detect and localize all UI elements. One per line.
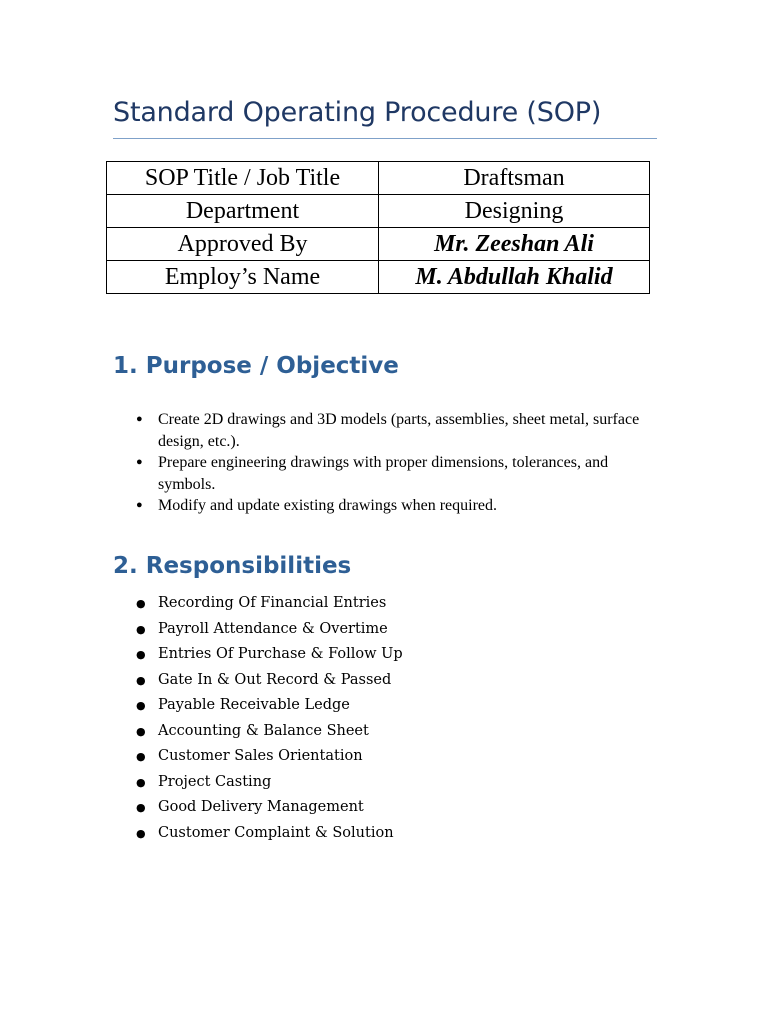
list-item-text: Customer Sales Orientation bbox=[158, 748, 363, 764]
list-item bbox=[136, 409, 656, 452]
title-divider bbox=[113, 138, 657, 139]
table-value-cell: Mr. Zeeshan Ali bbox=[379, 228, 650, 261]
list-item-text: Payable Receivable Ledge bbox=[158, 697, 350, 713]
list-item-text: Prepare engineering drawings with proper dimensions, tolerances, and symbols. bbox=[158, 454, 609, 493]
list-item-text: Gate In & Out Record & Passed bbox=[158, 671, 392, 688]
bullet-icon: ● bbox=[136, 775, 146, 789]
list-item bbox=[136, 719, 596, 745]
sop-info-table bbox=[106, 161, 650, 294]
bullet-icon: ● bbox=[136, 673, 146, 687]
bullet-icon: ● bbox=[136, 724, 146, 738]
bullet-icon: ● bbox=[136, 801, 146, 814]
list-item-text: Payroll Attendance & Overtime bbox=[158, 620, 388, 637]
table-row bbox=[107, 162, 650, 195]
list-item-text: Good Delivery Management bbox=[158, 799, 364, 815]
list-item-text: Create 2D drawings and 3D models (parts, assemblies, sheet metal, surface design, etc.). bbox=[158, 411, 640, 450]
list-item-text: Customer Complaint & Solution bbox=[158, 824, 394, 841]
bullet-icon: ● bbox=[136, 750, 146, 763]
table-value-cell: M. Abdullah Khalid bbox=[379, 261, 650, 294]
responsibilities-list bbox=[136, 591, 596, 846]
list-item-text: Recording Of Financial Entries bbox=[158, 595, 387, 611]
table-label-cell: Approved By bbox=[107, 228, 379, 261]
page-title: Standard Operating Procedure (SOP) bbox=[113, 97, 602, 128]
bullet-icon: ● bbox=[136, 648, 146, 661]
bullet-icon: ● bbox=[136, 597, 146, 610]
table-row bbox=[107, 228, 650, 261]
list-item bbox=[136, 642, 596, 668]
list-item-text: Project Casting bbox=[158, 773, 272, 790]
list-item bbox=[136, 795, 596, 821]
table-row bbox=[107, 195, 650, 228]
list-item bbox=[136, 744, 596, 770]
table-label-cell: Employ’s Name bbox=[107, 261, 379, 294]
table-label-cell: Department bbox=[107, 195, 379, 228]
list-item bbox=[136, 821, 596, 847]
purpose-heading: 1. Purpose / Objective bbox=[113, 353, 399, 379]
list-item-text: Accounting & Balance Sheet bbox=[158, 722, 369, 739]
list-item bbox=[136, 693, 596, 719]
bullet-icon: ● bbox=[136, 699, 146, 712]
list-item-text: Entries Of Purchase & Follow Up bbox=[158, 646, 403, 662]
list-item-text: Modify and update existing drawings when required. bbox=[158, 497, 498, 514]
bullet-icon: ● bbox=[136, 456, 143, 468]
bullet-icon: ● bbox=[136, 413, 143, 425]
purpose-list bbox=[136, 409, 656, 517]
list-item bbox=[136, 668, 596, 694]
responsibilities-heading: 2. Responsibilities bbox=[113, 553, 352, 579]
table-row bbox=[107, 261, 650, 294]
bullet-icon: ● bbox=[136, 622, 146, 636]
table-label-cell: SOP Title / Job Title bbox=[107, 162, 379, 195]
list-item bbox=[136, 617, 596, 643]
list-item bbox=[136, 770, 596, 796]
list-item bbox=[136, 452, 656, 495]
bullet-icon: ● bbox=[136, 499, 143, 511]
list-item bbox=[136, 591, 596, 617]
table-value-cell: Draftsman bbox=[379, 162, 650, 195]
list-item bbox=[136, 495, 656, 517]
table-value-cell: Designing bbox=[379, 195, 650, 228]
bullet-icon: ● bbox=[136, 826, 146, 840]
